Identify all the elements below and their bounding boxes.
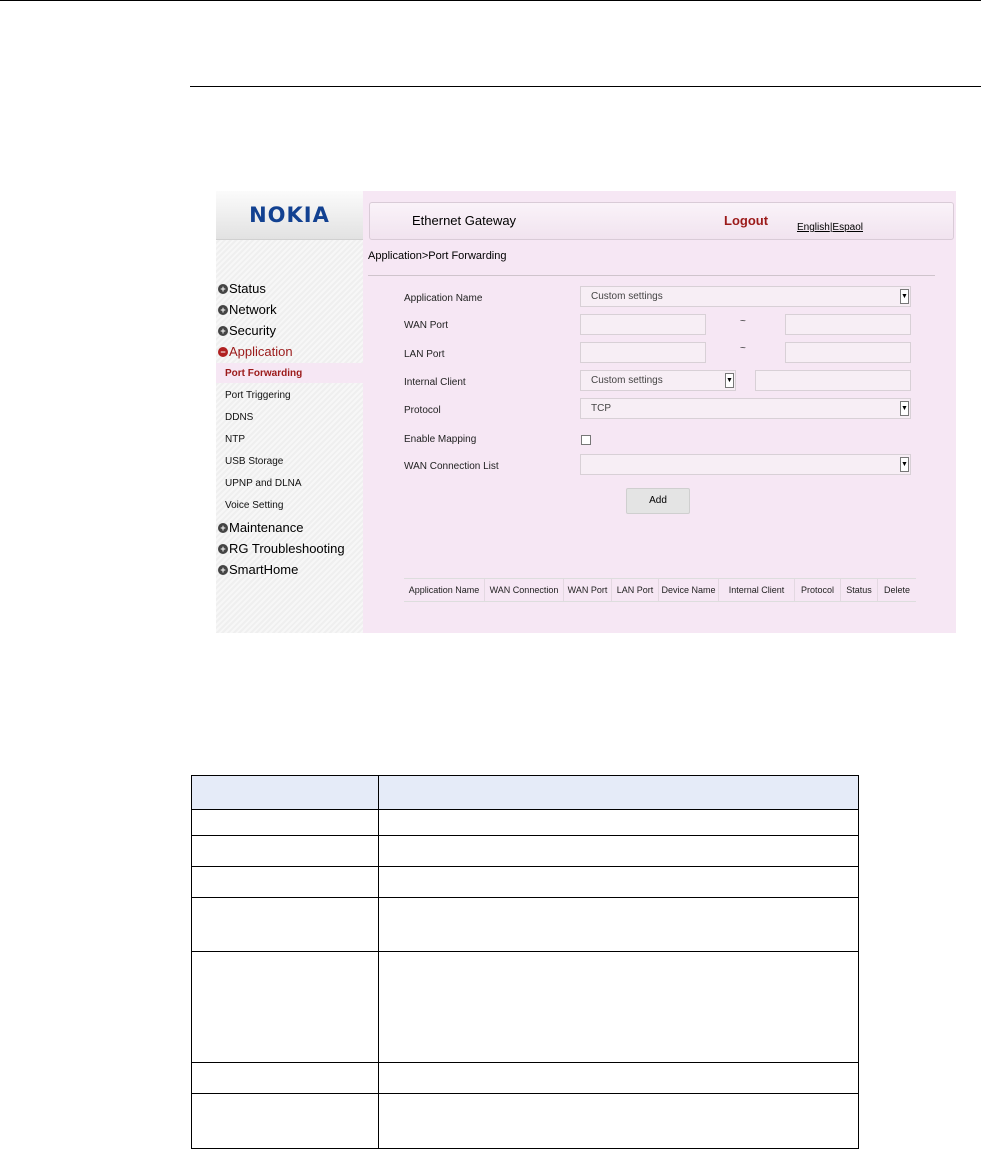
table-row: [192, 836, 859, 867]
sidebar-item-label: Maintenance: [229, 520, 304, 535]
internal-client-select[interactable]: [580, 370, 736, 391]
sidebar-item-network[interactable]: [218, 302, 277, 317]
enable-mapping-checkbox[interactable]: [581, 435, 591, 445]
sidebar-item-label: RG Troubleshooting: [229, 541, 345, 556]
logout-link[interactable]: Logout: [724, 213, 769, 228]
internal-client-label: Internal Client: [404, 377, 466, 388]
wan-port-label: WAN Port: [404, 320, 449, 331]
sidebar-item-label: Security: [229, 323, 276, 338]
section-rule: [190, 86, 981, 87]
col-wan-port: WAN Port: [564, 579, 612, 601]
nokia-logo: NOKIA: [249, 203, 330, 227]
table-row: [192, 810, 859, 836]
lang-separator: |: [829, 222, 833, 233]
dropdown-arrow-icon: ▼: [900, 289, 909, 304]
internal-client-ip-input[interactable]: [755, 370, 911, 391]
protocol-value: TCP: [591, 403, 611, 414]
range-separator: ~: [740, 316, 746, 327]
col-device-name: Device Name: [659, 579, 719, 601]
gateway-screenshot: [216, 191, 956, 633]
wan-port-end-input[interactable]: [785, 314, 911, 335]
dropdown-arrow-icon: ▼: [900, 401, 909, 416]
sidebar-item-maintenance[interactable]: [218, 520, 303, 535]
sidebar-item-application[interactable]: [218, 344, 293, 359]
col-delete: Delete: [883, 585, 910, 595]
enable-mapping-label: Enable Mapping: [404, 434, 477, 445]
sidebar-subitem-ddns[interactable]: DDNS: [225, 412, 254, 423]
expand-plus-icon: +: [218, 565, 228, 575]
sidebar-subitem-voice-setting[interactable]: Voice Setting: [225, 500, 284, 511]
sidebar-item-smarthome[interactable]: [218, 562, 298, 577]
col-lan-port: LAN Port: [612, 579, 659, 601]
sidebar-item-label: SmartHome: [229, 562, 299, 577]
sidebar-subitem-usb-storage[interactable]: USB Storage: [225, 456, 284, 467]
language-switch: [797, 222, 863, 233]
page-top-rule: [0, 0, 981, 1]
sidebar: [216, 191, 363, 633]
app-title: Ethernet Gateway: [412, 213, 517, 228]
dropdown-arrow-icon: ▼: [725, 373, 734, 388]
table-row: [192, 1094, 859, 1149]
lang-english-link[interactable]: English: [797, 222, 830, 233]
add-button[interactable]: Add: [626, 488, 690, 514]
wan-connection-list-label: WAN Connection List: [404, 461, 499, 472]
range-separator: ~: [740, 343, 746, 354]
table-header-row: [192, 776, 859, 810]
table-row: [192, 867, 859, 898]
table-row: [192, 1063, 859, 1094]
col-protocol: Protocol: [795, 579, 841, 601]
wan-connection-list-select[interactable]: [580, 454, 911, 475]
rules-table-header: [404, 578, 916, 602]
sidebar-item-security[interactable]: [218, 323, 276, 338]
sidebar-item-label: Network: [229, 302, 277, 317]
sidebar-item-rg-troubleshooting[interactable]: [218, 541, 345, 556]
expand-plus-icon: +: [218, 284, 228, 294]
expand-plus-icon: +: [218, 544, 228, 554]
sidebar-subitem-upnp-dlna[interactable]: UPNP and DLNA: [225, 478, 302, 489]
logo-box: [216, 191, 363, 240]
sidebar-item-label: Application: [229, 344, 293, 359]
application-name-label: Application Name: [404, 293, 483, 304]
sidebar-subitem-port-triggering[interactable]: Port Triggering: [225, 390, 291, 401]
application-name-select[interactable]: [580, 286, 911, 307]
sidebar-item-status[interactable]: [218, 281, 266, 296]
col-internal-client: Internal Client: [719, 579, 795, 601]
breadcrumb: Application>Port Forwarding: [368, 250, 507, 262]
parameter-table: [191, 775, 859, 1149]
col-application-name: Application Name: [404, 579, 485, 601]
application-name-value: Custom settings: [591, 291, 663, 302]
protocol-select[interactable]: [580, 398, 911, 419]
protocol-label: Protocol: [404, 405, 441, 416]
collapse-minus-icon: −: [218, 347, 228, 357]
table-row: [192, 898, 859, 952]
sidebar-subitem-ntp[interactable]: NTP: [225, 434, 245, 445]
col-status: Status: [841, 579, 878, 601]
col-wan-connection: WAN Connection: [485, 579, 564, 601]
sidebar-subitem-port-forwarding[interactable]: Port Forwarding: [225, 368, 303, 379]
sidebar-item-label: Status: [229, 281, 266, 296]
internal-client-value: Custom settings: [591, 375, 663, 386]
table-row: [192, 952, 859, 1063]
lan-port-start-input[interactable]: [580, 342, 706, 363]
lang-spanish-link[interactable]: Espaol: [832, 222, 863, 233]
top-bar: [369, 202, 954, 240]
dropdown-arrow-icon: ▼: [900, 457, 909, 472]
lan-port-label: LAN Port: [404, 349, 445, 360]
wan-port-start-input[interactable]: [580, 314, 706, 335]
breadcrumb-divider: [368, 275, 935, 276]
expand-plus-icon: +: [218, 523, 228, 533]
expand-plus-icon: +: [218, 305, 228, 315]
lan-port-end-input[interactable]: [785, 342, 911, 363]
expand-plus-icon: +: [218, 326, 228, 336]
